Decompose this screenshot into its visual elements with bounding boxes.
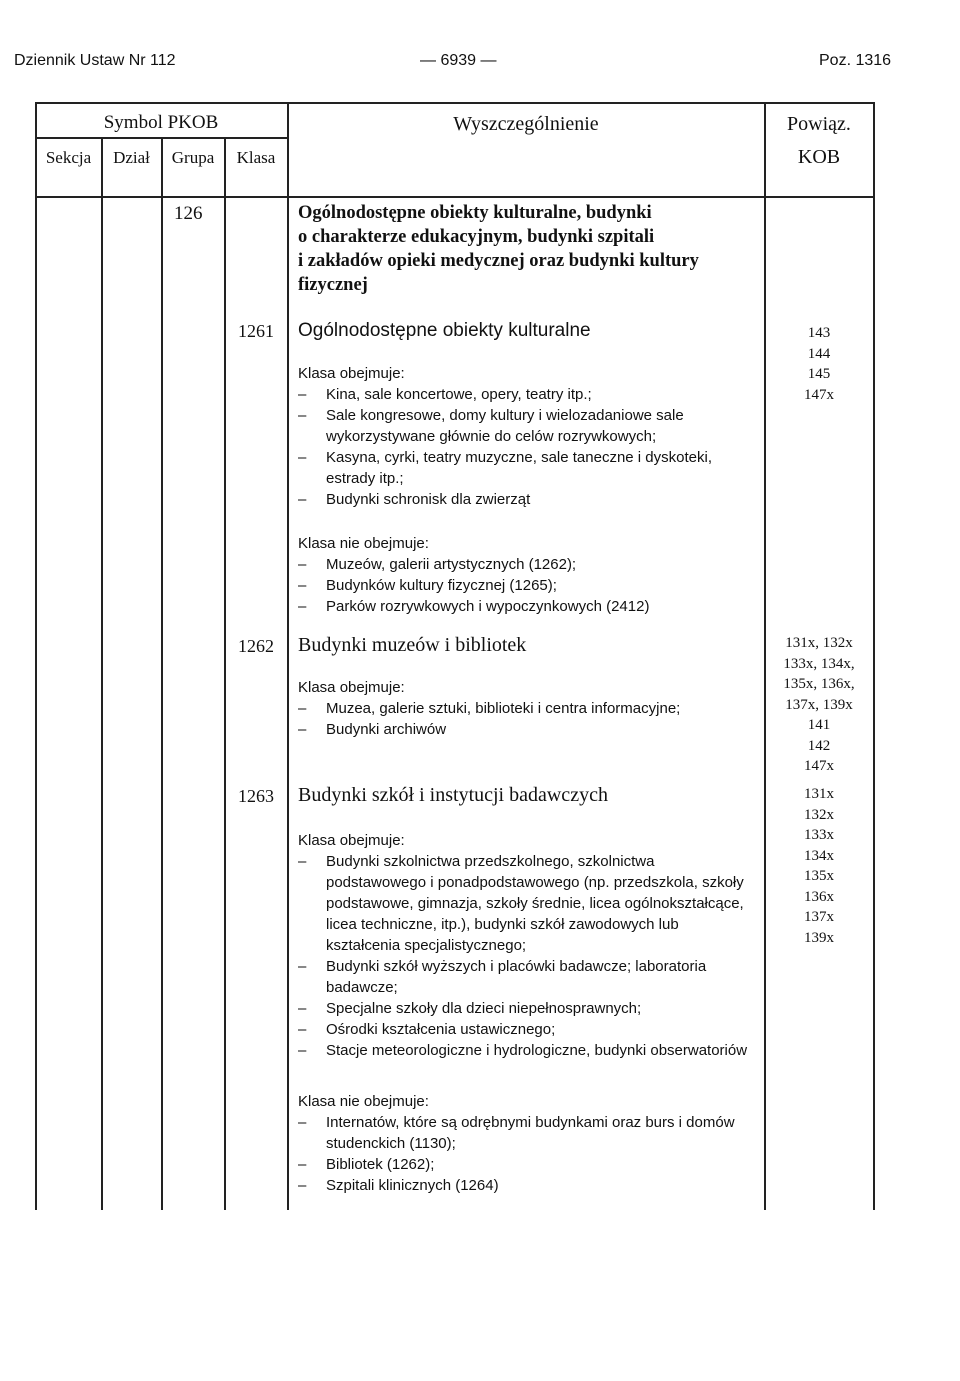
kob-code: 143	[807, 325, 831, 341]
column-divider	[35, 102, 37, 1210]
kob-code: 135x, 136x,	[783, 676, 855, 692]
list-item: – Budynki szkolnictwa przedszkolnego, szkolnictwa podstawowego i ponadpodstawowego (np. przedszkola, szkoły podstawowe, gimnazja, szkoły średnie, licea ogólnokształcące, licea techniczne, itp.), budynki szkół zawodowych lub kształcenia specjalistycznego;	[298, 851, 753, 956]
dzial-header: Dział	[113, 148, 150, 167]
kob-codes	[765, 784, 873, 948]
symbol-pkob-header: Symbol PKOB	[103, 112, 219, 133]
kob-code: 133x	[804, 827, 834, 843]
kob-code: 147x	[804, 386, 834, 403]
group-title-line: fizycznej	[298, 275, 368, 295]
list-item: – Budynków kultury fizycznej (1265);	[298, 575, 738, 596]
kob-code: 137x, 139x	[785, 696, 853, 713]
page-number: — 6939 —	[420, 52, 497, 69]
list-item: – Kina, sale koncertowe, opery, teatry itp.;	[298, 384, 738, 405]
class-code: 1261	[238, 321, 274, 341]
wyszczegolnienie-header: Wyszczególnienie	[453, 113, 599, 135]
grupa-header: Grupa	[171, 148, 215, 167]
list-item: – Budynki archiwów	[298, 719, 738, 740]
position-number: Poz. 1316	[819, 52, 892, 69]
column-divider	[101, 137, 103, 1210]
sekcja-header: Sekcja	[45, 148, 92, 167]
list-item: – Bibliotek (1262);	[298, 1154, 753, 1175]
list-item: – Specjalne szkoły dla dzieci niepełnosprawnych;	[298, 998, 753, 1019]
kob-code: 141	[807, 717, 831, 733]
kob-code: 133x, 134x,	[783, 655, 855, 672]
group-title	[298, 201, 758, 297]
includes-label: Klasa obejmuje:	[298, 832, 405, 849]
powiaz-header: Powiąz.	[787, 113, 851, 135]
journal-title: Dziennik Ustaw Nr 112	[14, 52, 176, 69]
list-item: – Budynki szkół wyższych i placówki badawcze; laboratoria badawcze;	[298, 956, 753, 998]
class-code: 1263	[238, 786, 274, 806]
group-title-line: o charakterze edukacyjnym, budynki szpitali	[298, 227, 655, 247]
kob-code: 136x	[804, 888, 834, 905]
list-item: – Muzea, galerie sztuki, biblioteki i centra informacyjne;	[298, 698, 738, 719]
list-item: – Internatów, które są odrębnymi budynkami oraz burs i domów studenckich (1130);	[298, 1112, 753, 1154]
includes-label: Klasa obejmuje:	[298, 679, 405, 696]
kob-code: 137x	[804, 909, 834, 925]
class-title: Ogólnodostępne obiekty kulturalne	[298, 320, 591, 341]
class-description	[298, 363, 738, 617]
list-item: – Parków rozrywkowych i wypoczynkowych (2412)	[298, 596, 738, 617]
class-title: Budynki szkół i instytucji badawczych	[298, 784, 608, 806]
list-item: – Ośrodki kształcenia ustawicznego;	[298, 1019, 753, 1040]
list-item: – Budynki schronisk dla zwierząt	[298, 489, 738, 510]
list-item: – Sale kongresowe, domy kultury i wielozadaniowe sale wykorzystywane głównie do celów rozrywkowych;	[298, 405, 738, 447]
class-title: Budynki muzeów i bibliotek	[298, 634, 527, 656]
kob-codes	[765, 633, 873, 777]
kob-code: 131x	[804, 786, 834, 802]
kob-code: 132x	[804, 806, 834, 823]
column-divider	[287, 102, 289, 1210]
kob-code: 147x	[804, 758, 834, 774]
includes-label: Klasa obejmuje:	[298, 365, 405, 382]
kob-codes	[765, 323, 873, 405]
group-code: 126	[174, 203, 203, 224]
class-description	[298, 830, 753, 1196]
group-title-line: Ogólnodostępne obiekty kulturalne, budynki	[298, 203, 652, 223]
class-code: 1262	[238, 636, 274, 656]
kob-code: 145	[807, 366, 831, 382]
excludes-label: Klasa nie obejmuje:	[298, 1093, 429, 1110]
table-top-border	[35, 102, 874, 104]
kob-code: 135x	[804, 868, 834, 884]
kob-header: KOB	[797, 146, 841, 168]
kob-code: 139x	[804, 929, 834, 946]
kob-code: 131x, 132x	[785, 635, 853, 651]
list-item: – Muzeów, galerii artystycznych (1262);	[298, 554, 738, 575]
list-item: – Kasyna, cyrki, teatry muzyczne, sale taneczne i dyskoteki, estrady itp.;	[298, 447, 738, 489]
group-title-line: i zakładów opieki medycznej oraz budynki kultury	[298, 251, 699, 271]
column-divider	[224, 137, 226, 1210]
kob-code: 144	[807, 345, 831, 362]
klasa-header: Klasa	[236, 148, 276, 167]
list-item: – Stacje meteorologiczne i hydrologiczne, budynki obserwatoriów	[298, 1040, 753, 1061]
list-item: – Szpitali klinicznych (1264)	[298, 1175, 753, 1196]
column-divider	[161, 137, 163, 1210]
class-description	[298, 677, 738, 740]
column-divider	[873, 102, 875, 1210]
kob-code: 134x	[804, 847, 834, 864]
excludes-label: Klasa nie obejmuje:	[298, 535, 429, 552]
kob-code: 142	[807, 737, 831, 754]
